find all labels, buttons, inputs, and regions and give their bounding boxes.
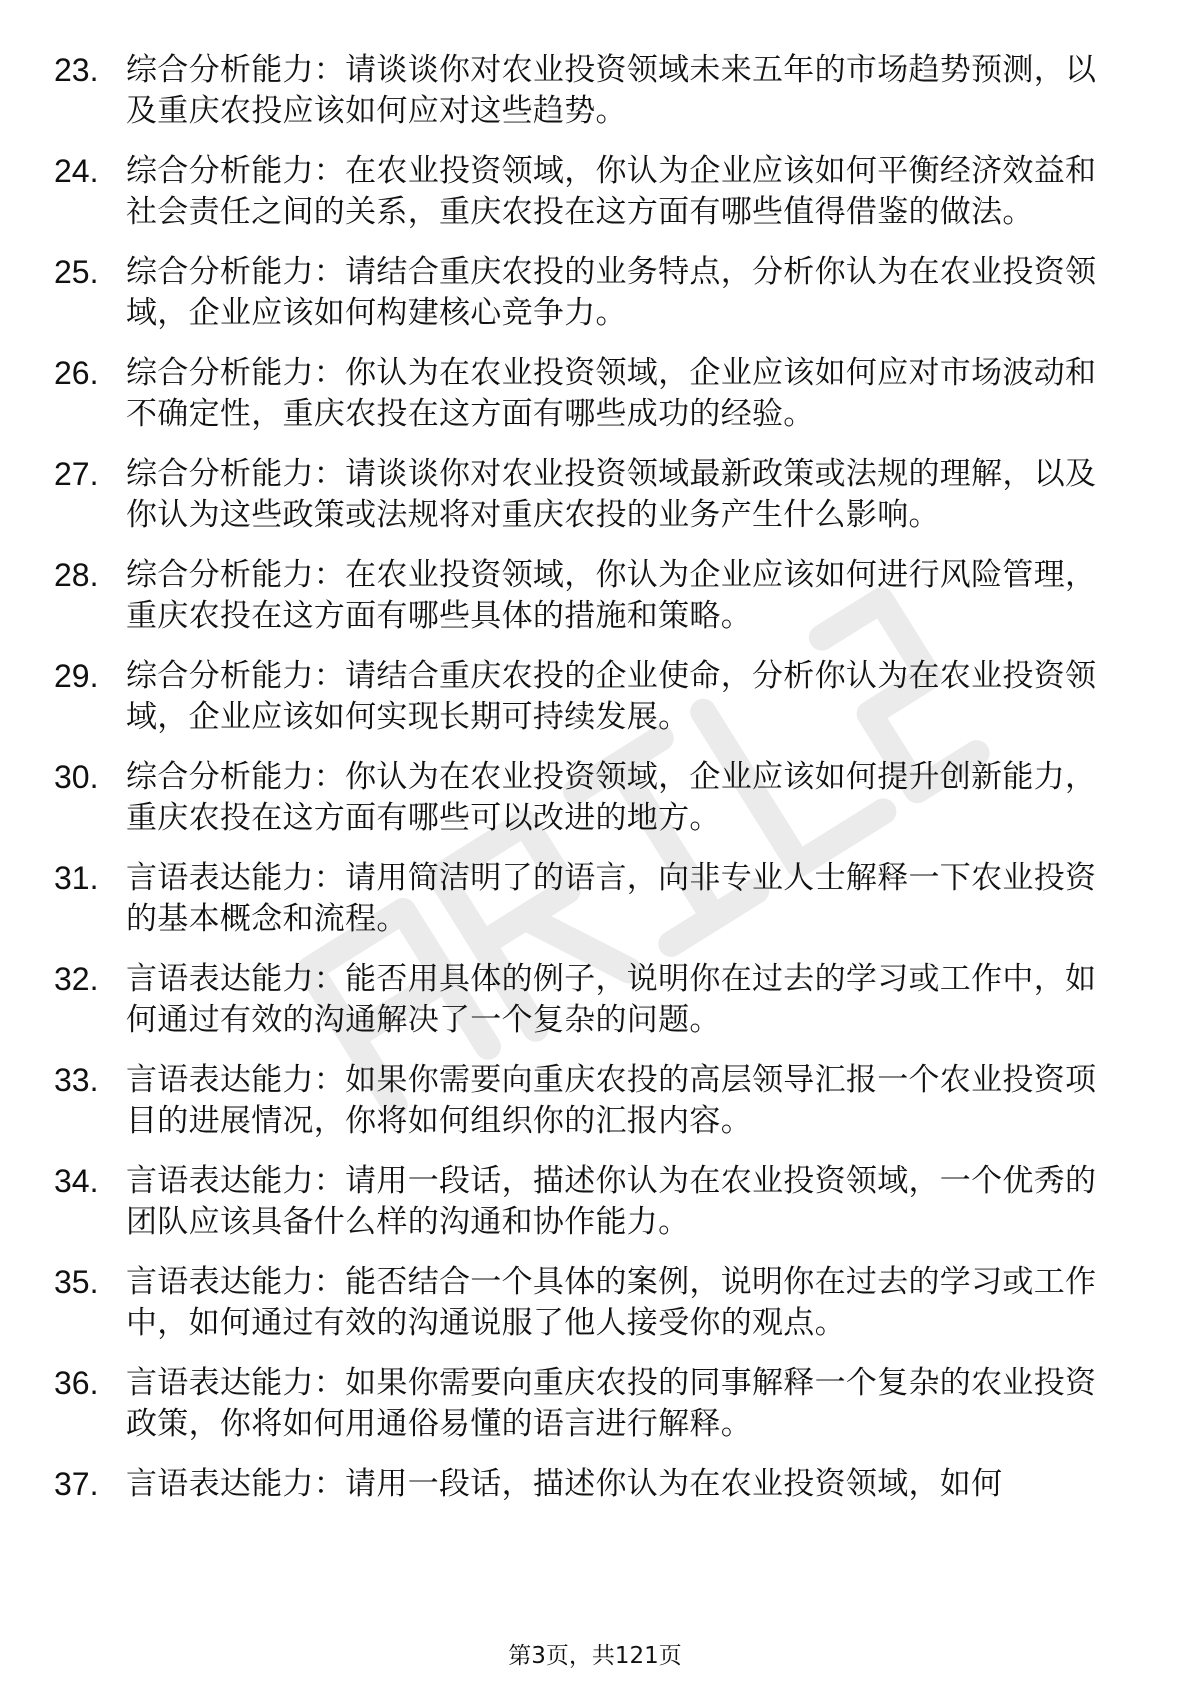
question-item <box>54 252 1114 334</box>
question-number: 28. <box>54 557 99 593</box>
question-number: 25. <box>54 254 99 290</box>
question-text: 综合分析能力：请谈谈你对农业投资领域最新政策或法规的理解，以及你认为这些政策或法规将对重庆农投的业务产生什么影响。 <box>126 456 1097 533</box>
question-text: 言语表达能力：如果你需要向重庆农投的高层领导汇报一个农业投资项目的进展情况，你将如何组织你的汇报内容。 <box>126 1062 1097 1139</box>
question-list <box>54 50 1114 1524</box>
question-number: 33. <box>54 1062 99 1098</box>
question-text: 综合分析能力：请结合重庆农投的企业使命，分析你认为在农业投资领域，企业应该如何实现长期可持续发展。 <box>126 658 1097 735</box>
question-item <box>54 1363 1114 1445</box>
question-text: 言语表达能力：请用简洁明了的语言，向非专业人士解释一下农业投资的基本概念和流程。 <box>126 860 1097 937</box>
question-text: 综合分析能力：请结合重庆农投的业务特点，分析你认为在农业投资领域，企业应该如何构建核心竞争力。 <box>126 254 1097 331</box>
question-item <box>54 757 1114 839</box>
question-text: 言语表达能力：请用一段话，描述你认为在农业投资领域，如何 <box>126 1466 1003 1502</box>
question-number: 35. <box>54 1264 99 1300</box>
question-number: 29. <box>54 658 99 694</box>
question-text: 言语表达能力：能否结合一个具体的案例，说明你在过去的学习或工作中，如何通过有效的沟通说服了他人接受你的观点。 <box>126 1264 1097 1341</box>
question-number: 32. <box>54 961 99 997</box>
question-number: 31. <box>54 860 99 896</box>
question-number: 26. <box>54 355 99 391</box>
question-item <box>54 1060 1114 1142</box>
question-number: 24. <box>54 153 99 189</box>
question-text: 综合分析能力：你认为在农业投资领域，企业应该如何提升创新能力，重庆农投在这方面有哪些可以改进的地方。 <box>126 759 1097 836</box>
question-item <box>54 1262 1114 1344</box>
question-text: 综合分析能力：请谈谈你对农业投资领域未来五年的市场趋势预测，以及重庆农投应该如何应对这些趋势。 <box>126 52 1097 129</box>
question-text: 综合分析能力：你认为在农业投资领域，企业应该如何应对市场波动和不确定性，重庆农投在这方面有哪些成功的经验。 <box>126 355 1097 432</box>
question-number: 36. <box>54 1365 99 1401</box>
question-number: 27. <box>54 456 99 492</box>
question-item <box>54 656 1114 738</box>
question-number: 23. <box>54 52 99 88</box>
question-number: 34. <box>54 1163 99 1199</box>
question-number: 37. <box>54 1466 99 1502</box>
question-text: 言语表达能力：请用一段话，描述你认为在农业投资领域，一个优秀的团队应该具备什么样的沟通和协作能力。 <box>126 1163 1097 1240</box>
question-item <box>54 151 1114 233</box>
question-item <box>54 1161 1114 1243</box>
question-item <box>54 50 1114 132</box>
question-item <box>54 1464 1114 1505</box>
question-item <box>54 353 1114 435</box>
question-text: 综合分析能力：在农业投资领域，你认为企业应该如何平衡经济效益和社会责任之间的关系，重庆农投在这方面有哪些值得借鉴的做法。 <box>126 153 1097 230</box>
question-text: 言语表达能力：如果你需要向重庆农投的同事解释一个复杂的农业投资政策，你将如何用通俗易懂的语言进行解释。 <box>126 1365 1097 1442</box>
page-footer: 第3页，共121页 <box>508 1643 682 1669</box>
question-item <box>54 959 1114 1041</box>
question-item <box>54 454 1114 536</box>
question-item <box>54 858 1114 940</box>
question-number: 30. <box>54 759 99 795</box>
question-item <box>54 555 1114 637</box>
question-text: 言语表达能力：能否用具体的例子，说明你在过去的学习或工作中，如何通过有效的沟通解决了一个复杂的问题。 <box>126 961 1097 1038</box>
question-text: 综合分析能力：在农业投资领域，你认为企业应该如何进行风险管理，重庆农投在这方面有哪些具体的措施和策略。 <box>126 557 1097 634</box>
